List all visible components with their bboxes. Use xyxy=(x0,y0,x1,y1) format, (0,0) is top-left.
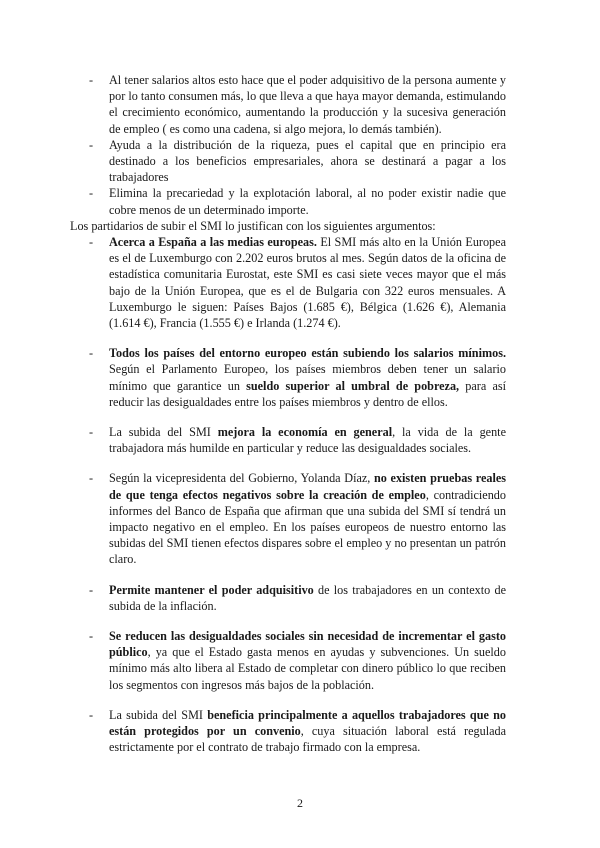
bold-text: Todos los países del entorno europeo están subiendo los salarios mínimos. xyxy=(109,346,506,361)
list-item xyxy=(88,424,506,456)
intro-paragraph: Los partidarios de subir el SMI lo justifican con los siguientes argumentos: xyxy=(70,219,436,233)
bullet-dash: - xyxy=(89,73,94,87)
bullet-dash: - xyxy=(89,582,94,597)
text-run: para así reducir las desigualdades entre los países miembros y dentro de ellos. xyxy=(109,378,506,409)
page-number: 2 xyxy=(297,796,303,810)
list-item xyxy=(88,470,506,567)
text-run: de los trabajadores en un contexto de subida de la inflación. xyxy=(109,582,506,613)
text-run: Elimina la precariedad y la explotación laboral, al no poder existir nadie que cobre menos de un determinado importe. xyxy=(109,186,506,217)
bullet-dash: - xyxy=(89,346,94,361)
text-run: La subida del SMI xyxy=(109,425,218,440)
bullet-dash: - xyxy=(89,425,94,440)
bold-text: no existen pruebas reales de que tenga efectos negativos sobre la creación de empleo xyxy=(109,471,506,502)
bullet-dash: - xyxy=(89,471,94,486)
text-run: , la vida de la gente trabajadora más humilde en particular y reduce las desigualdades sociales. xyxy=(109,425,506,456)
text-run: El SMI más alto en la Unión Europea es el de Luxemburgo con 2.202 euros brutos al mes. Según datos de la oficina de estadística comunitaria Eurostat, este SMI es casi siete veces mayor que el más bajo de la Unión Europea, que es el de Bulgaria con 322 euros mensuales. A Luxemburgo le siguen: Países Bajos (1.685 €), Bélgica (1.626 €), Alemania (1.614 €), Francia (1.555 €) e Irlanda (1.274 €). xyxy=(109,235,506,331)
text-run: , cuya situación laboral está regulada estrictamente por el contrato de trabajo firmado con la empresa. xyxy=(109,724,506,755)
text-run: Según la vicepresidenta del Gobierno, Yolanda Díaz, xyxy=(109,471,374,486)
text-run: Según el Parlamento Europeo, los países miembros deben tener un salario mínimo que garantice un xyxy=(109,362,506,393)
bullet-dash: - xyxy=(89,186,94,201)
list-item xyxy=(88,185,506,217)
bullet-dash: - xyxy=(89,137,94,152)
bold-text: beneficia principalmente a aquellos trabajadores que no están protegidos por un convenio xyxy=(109,707,506,739)
text-run: , contradiciendo informes del Banco de España que afirman que una subida del SMI sí tendrá un impacto negativo en el empleo. En los países europeos de nuestro entorno las subidas del SMI tienen efectos dispares sobre el empleo y no presentan un patrón claro. xyxy=(109,487,506,567)
bullet-dash: - xyxy=(89,707,94,722)
list-item xyxy=(88,137,506,186)
bold-text: mejora la economía en general xyxy=(217,425,393,440)
bullet-dash: - xyxy=(89,629,94,644)
consequences-list xyxy=(88,72,506,218)
bold-text: sueldo superior al umbral de pobreza, xyxy=(246,378,460,393)
bullet-dash: - xyxy=(89,235,94,249)
list-item xyxy=(88,345,506,410)
text-run: La subida del SMI xyxy=(109,707,208,722)
list-item xyxy=(88,234,506,331)
text-run: Al tener salarios altos esto hace que el poder adquisitivo de la persona aumente y por lo tanto consumen más, lo que lleva a que haya mayor demanda, estimulando el crecimiento económico, aumentando la producción y la sucesiva generación de empleo ( es como una cadena, si algo mejora, lo demás también). xyxy=(109,73,506,136)
list-item xyxy=(88,628,506,693)
text-run: Ayuda a la distribución de la riqueza, pues el capital que en principio era destinado a los beneficios empresariales, ahora se destinará a pagar a los trabajadores xyxy=(109,137,506,185)
list-item xyxy=(88,707,506,756)
bold-text: Se reducen las desigualdades sociales sin necesidad de incrementar el gasto público xyxy=(109,629,506,660)
list-item xyxy=(88,72,506,137)
text-run: , ya que el Estado gasta menos en ayudas y subvenciones. Un sueldo mínimo más alto libera al Estado de completar con dinero público lo que reciben los segmentos con ingresos más bajos de la población. xyxy=(109,645,506,692)
arguments-list xyxy=(88,234,506,755)
bold-text: Acerca a España a las medias europeas. xyxy=(109,235,317,249)
list-item xyxy=(88,582,506,614)
bold-text: Permite mantener el poder adquisitivo xyxy=(109,582,314,597)
